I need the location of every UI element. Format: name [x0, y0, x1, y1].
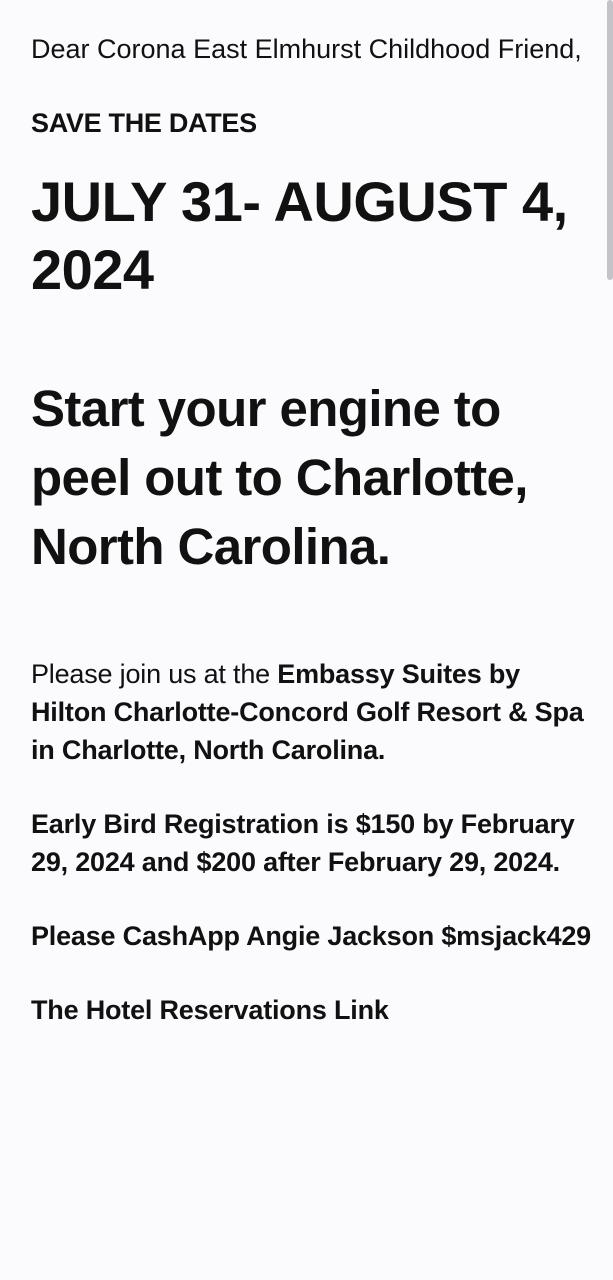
save-the-dates-heading: SAVE THE DATES	[31, 108, 257, 138]
venue-name: Embassy Suites by Hilton Charlotte-Concord Golf Resort & Spa in Charlotte, North Carolina.	[31, 659, 584, 765]
payment-paragraph: Please CashApp Angie Jackson $msjack429	[31, 921, 591, 951]
event-dates: JULY 31- AUGUST 4, 2024	[31, 170, 568, 301]
hotel-reservations-link[interactable]: The Hotel Reservations Link	[31, 995, 389, 1025]
venue-paragraph	[31, 655, 591, 769]
greeting: Dear Corona East Elmhurst Childhood Friend,	[31, 34, 582, 64]
registration-paragraph: Early Bird Registration is $150 by February 29, 2024 and $200 after February 29, 2024.	[31, 809, 575, 877]
venue-intro: Please join us at the	[31, 659, 278, 689]
headline: Start your engine to peel out to Charlotte, North Carolina.	[31, 380, 528, 575]
letter-body	[31, 30, 591, 1029]
scrollbar[interactable]	[607, 0, 613, 280]
